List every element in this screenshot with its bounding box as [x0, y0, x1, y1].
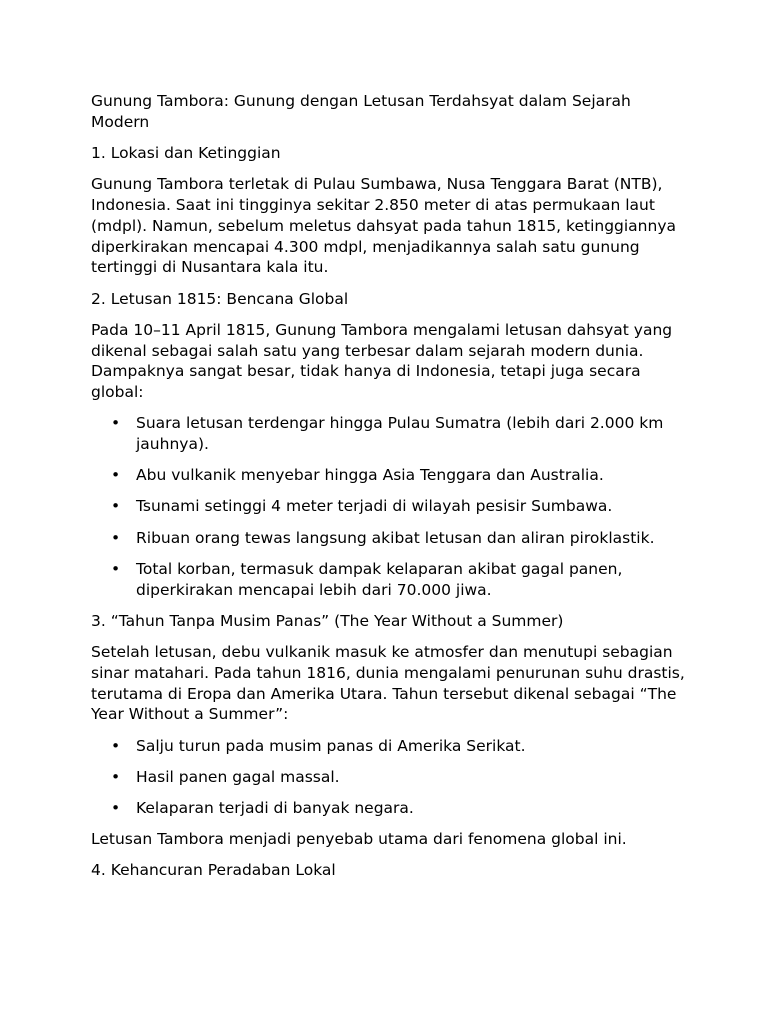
bullet-icon: •	[111, 559, 121, 578]
document-page	[91, 91, 691, 892]
section-2-heading: 2. Letusan 1815: Bencana Global	[91, 289, 349, 308]
section-3-paragraph: Setelah letusan, debu vulkanik masuk ke atmosfer dan menutupi sebagian sinar matahari. Pada tahun 1816, dunia mengalami penurunan suhu drastis, terutama di Eropa dan Amerika Utara. Tahun tersebut dikenal sebagai “The Year Without a Summer”:	[91, 643, 685, 724]
list-item-text: Tsunami setinggi 4 meter terjadi di wilayah pesisir Sumbawa.	[136, 497, 613, 516]
list-item-text: Hasil panen gagal massal.	[136, 767, 340, 786]
bullet-icon: •	[111, 497, 121, 516]
section-3-heading: 3. “Tahun Tanpa Musim Panas” (The Year Without a Summer)	[91, 611, 564, 630]
document-title: Gunung Tambora: Gunung dengan Letusan Terdahsyat dalam Sejarah Modern	[91, 92, 631, 131]
list-item	[91, 528, 691, 549]
list-item-text: Suara letusan terdengar hingga Pulau Sumatra (lebih dari 2.000 km jauhnya).	[136, 414, 664, 454]
bullet-icon: •	[111, 466, 121, 485]
list-item-text: Ribuan orang tewas langsung akibat letusan dan aliran piroklastik.	[136, 528, 655, 547]
bullet-icon: •	[111, 798, 121, 817]
list-item	[91, 465, 691, 486]
list-item	[91, 798, 691, 819]
bullet-icon: •	[111, 414, 121, 433]
bullet-icon: •	[111, 736, 121, 755]
list-item-text: Kelaparan terjadi di banyak negara.	[136, 798, 414, 817]
section-2-bullet-list	[91, 413, 691, 600]
section-3-closing: Letusan Tambora menjadi penyebab utama dari fenomena global ini.	[91, 830, 627, 849]
section-2-paragraph: Pada 10–11 April 1815, Gunung Tambora mengalami letusan dahsyat yang dikenal sebagai salah satu yang terbesar dalam sejarah modern dunia. Dampaknya sangat besar, tidak hanya di Indonesia, tetapi juga secara global:	[91, 320, 673, 402]
bullet-icon: •	[111, 767, 121, 786]
section-3-bullet-list	[91, 736, 691, 819]
list-item	[91, 496, 691, 517]
bullet-icon: •	[111, 528, 121, 547]
list-item	[91, 559, 691, 601]
list-item	[91, 767, 691, 788]
list-item-text: Total korban, termasuk dampak kelaparan akibat gagal panen, diperkirakan mencapai lebih dari 70.000 jiwa.	[136, 559, 623, 599]
list-item-text: Salju turun pada musim panas di Amerika Serikat.	[136, 736, 526, 755]
section-1-heading: 1. Lokasi dan Ketinggian	[91, 143, 281, 162]
section-1-paragraph: Gunung Tambora terletak di Pulau Sumbawa, Nusa Tenggara Barat (NTB), Indonesia. Saat ini tingginya sekitar 2.850 meter di atas permukaan laut (mdpl). Namun, sebelum meletus dahsyat pada tahun 1815, ketinggiannya diperkirakan mencapai 4.300 mdpl, menjadikannya salah satu gunung tertinggi di Nusantara kala itu.	[91, 175, 677, 277]
list-item-text: Abu vulkanik menyebar hingga Asia Tenggara dan Australia.	[136, 466, 604, 485]
section-4-heading: 4. Kehancuran Peradaban Lokal	[91, 861, 336, 880]
list-item	[91, 736, 691, 757]
list-item	[91, 413, 691, 455]
